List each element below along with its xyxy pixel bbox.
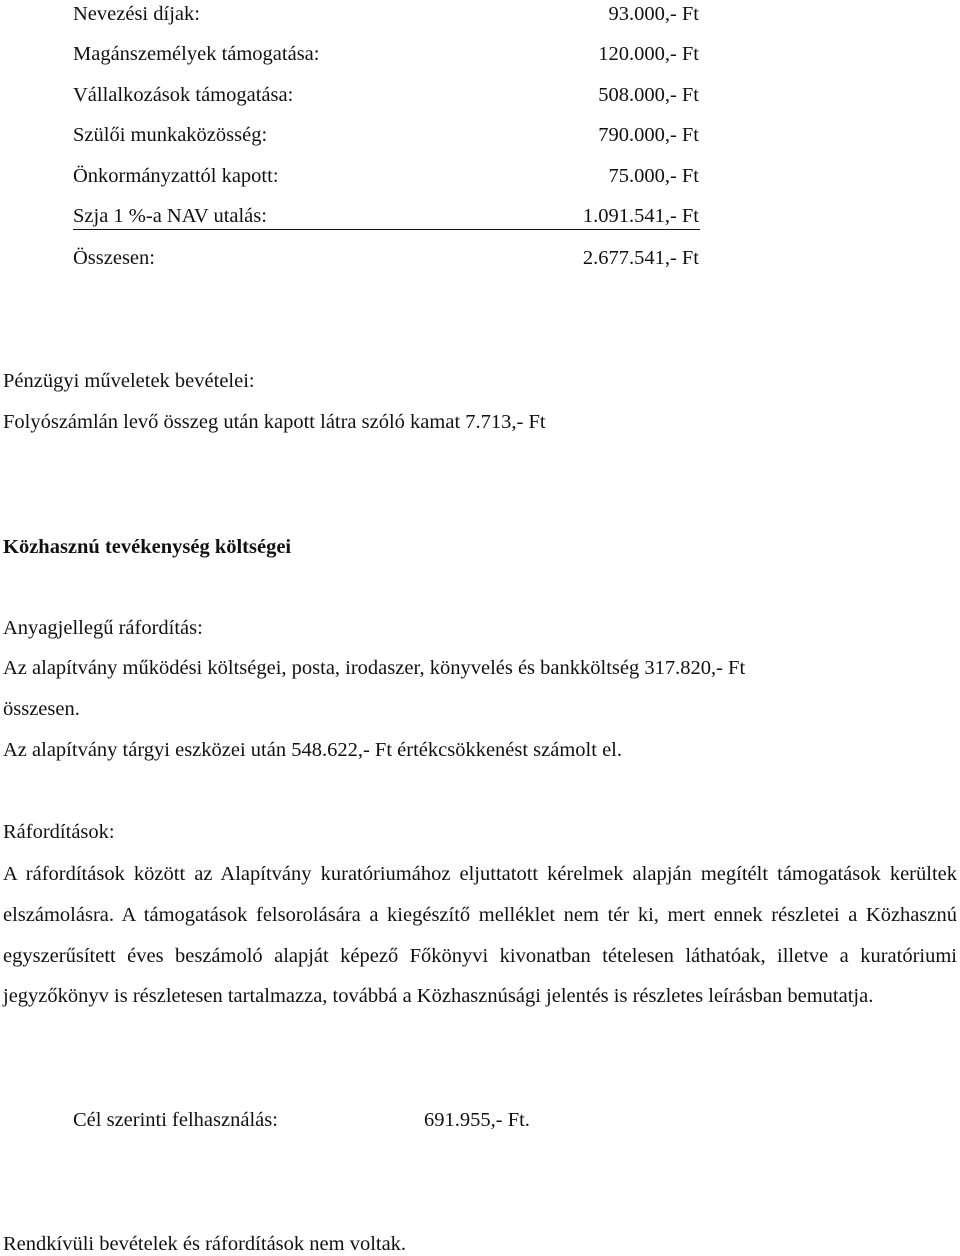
material-costs-line: Az alapítvány működési költségei, posta, irodaszer, könyvelés és bankköltség 317.820,- Ft bbox=[3, 657, 746, 679]
material-costs-line-cont: összesen. bbox=[3, 698, 80, 720]
income-amount: 508.000,- Ft bbox=[598, 84, 699, 106]
income-label: Vállalkozások támogatása: bbox=[73, 84, 294, 106]
financial-interest-line: Folyószámlán levő összeg után kapott látra szóló kamat 7.713,- Ft bbox=[3, 411, 546, 433]
material-costs-heading: Anyagjellegű ráfordítás: bbox=[3, 617, 203, 639]
income-label: Szja 1 %-a NAV utalás: bbox=[73, 205, 267, 227]
expenses-heading: Ráfordítások: bbox=[3, 821, 115, 843]
purpose-use-amount: 691.955,- Ft. bbox=[424, 1109, 530, 1131]
extraordinary-note: Rendkívüli bevételek és ráfordítások nem voltak. bbox=[3, 1233, 407, 1255]
purpose-use-label: Cél szerinti felhasználás: bbox=[73, 1109, 278, 1131]
total-divider bbox=[73, 229, 700, 230]
income-amount: 790.000,- Ft bbox=[598, 124, 699, 146]
income-amount: 75.000,- Ft bbox=[608, 165, 699, 187]
income-amount: 93.000,- Ft bbox=[608, 3, 699, 25]
total-label: Összesen: bbox=[73, 247, 155, 269]
income-amount: 120.000,- Ft bbox=[598, 43, 699, 65]
income-label: Magánszemélyek támogatása: bbox=[73, 43, 320, 65]
total-amount: 2.677.541,- Ft bbox=[582, 247, 699, 269]
income-label: Nevezési díjak: bbox=[73, 3, 200, 25]
costs-heading: Közhasznú tevékenység költségei bbox=[3, 536, 292, 558]
income-label: Szülői munkaközösség: bbox=[73, 124, 268, 146]
income-amount: 1.091.541,- Ft bbox=[582, 205, 699, 227]
financial-heading: Pénzügyi műveletek bevételei: bbox=[3, 370, 255, 392]
income-label: Önkormányzattól kapott: bbox=[73, 165, 279, 187]
depreciation-line: Az alapítvány tárgyi eszközei után 548.622,- Ft értékcsökkenést számolt el. bbox=[3, 739, 622, 761]
expenses-paragraph: A ráfordítások között az Alapítvány kuratóriumához eljuttatott kérelmek alapján megítélt támogatások kerültek elszámolásra. A támogatások felsorolására a kiegészítő melléklet nem tér ki, mert ennek részletei a Közhasznú egyszerűsített éves beszámoló alapját képező Főkönyvi kivonatban tételesen láthatóak, illetve a kuratóriumi jegyzőkönyv is részletesen tartalmazza, továbbá a Közhasznúsági jelentés is részletes leírásban bemutatja. bbox=[3, 863, 957, 1008]
